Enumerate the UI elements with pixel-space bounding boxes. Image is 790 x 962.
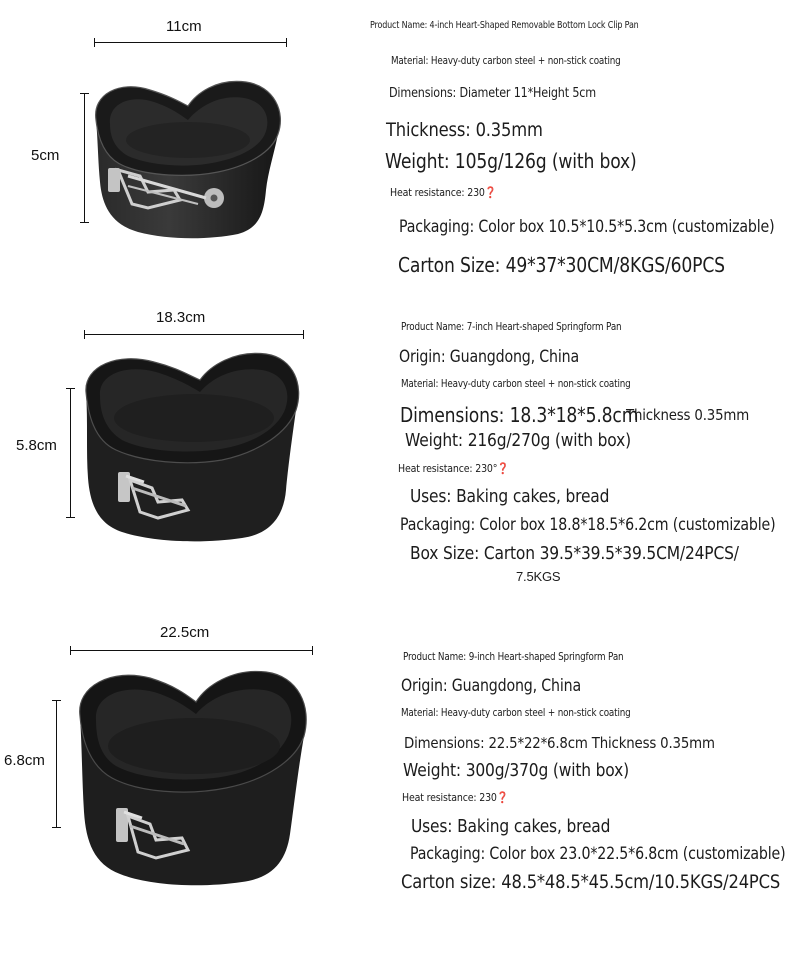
spec-heat-resistance: Heat resistance: 230❓ [390,186,497,199]
spec-product-name: Product Name: 9-inch Heart-shaped Springform Pan [403,650,624,663]
height-tick-top [66,388,75,389]
spec-thickness: Thickness: 0.35mm [386,119,543,141]
spec-weight: Weight: 216g/270g (with box) [405,430,631,451]
spec-packaging: Packaging: Color box 18.8*18.5*6.2cm (customizable) [400,515,776,534]
spec-origin: Origin: Guangdong, China [399,347,579,366]
width-tick-right [286,38,287,47]
width-tick-left [84,330,85,339]
width-tick-right [312,646,313,655]
height-dimension-line [70,388,71,518]
spec-carton-size: Carton size: 48.5*48.5*45.5cm/10.5KGS/24PCS [401,871,781,893]
spec-product-name: Product Name: 4-inch Heart-Shaped Removable Bottom Lock Clip Pan [370,20,639,31]
heart-pan-4inch-image [88,72,288,244]
width-tick-left [94,38,95,47]
height-tick-bottom [52,827,61,828]
spec-heat-resistance: Heat resistance: 230❓ [402,791,509,804]
width-dimension-line [94,42,287,43]
spec-dimensions: Dimensions: Diameter 11*Height 5cm [389,86,596,101]
spec-weight: Weight: 105g/126g (with box) [385,149,637,173]
heart-pan-9inch-image [76,666,314,888]
spec-packaging: Packaging: Color box 23.0*22.5*6.8cm (customizable) [410,844,786,863]
height-dimension-line [56,700,57,828]
spec-material: Material: Heavy-duty carbon steel + non-stick coating [401,706,631,719]
spec-packaging: Packaging: Color box 10.5*10.5*5.3cm (customizable) [399,217,775,236]
heart-pan-7inch-image [82,348,304,544]
width-label: 11cm [166,18,202,35]
spec-box-size: Box Size: Carton 39.5*39.5*39.5CM/24PCS/ [410,543,739,564]
height-tick-top [52,700,61,701]
width-dimension-line [70,650,313,651]
spec-material: Material: Heavy-duty carbon steel + non-stick coating [391,54,621,67]
height-label: 5.8cm [16,437,57,454]
width-dimension-line [84,334,304,335]
width-tick-right [303,330,304,339]
height-label: 6.8cm [4,752,45,769]
spec-box-size-continued: 7.5KGS [516,569,561,584]
width-label: 18.3cm [156,309,206,326]
height-dimension-line [84,93,85,223]
spec-uses: Uses: Baking cakes, bread [410,486,610,507]
height-label: 5cm [31,147,60,164]
spec-material: Material: Heavy-duty carbon steel + non-stick coating [401,377,631,390]
spec-dimensions: Dimensions: 22.5*22*6.8cm Thickness 0.35mm [404,734,715,752]
spec-uses: Uses: Baking cakes, bread [411,816,611,837]
spec-dimensions: Dimensions: 18.3*18*5.8cm [400,403,639,427]
spec-origin: Origin: Guangdong, China [401,676,581,695]
spec-thickness: Thickness 0.35mm [626,406,750,424]
height-tick-bottom [66,517,75,518]
spec-heat-resistance: Heat resistance: 230°❓ [398,462,509,475]
spec-weight: Weight: 300g/370g (with box) [403,760,629,781]
width-label: 22.5cm [160,624,210,641]
spec-product-name: Product Name: 7-inch Heart-shaped Springform Pan [401,320,622,333]
spec-carton-size: Carton Size: 49*37*30CM/8KGS/60PCS [398,253,725,277]
width-tick-left [70,646,71,655]
